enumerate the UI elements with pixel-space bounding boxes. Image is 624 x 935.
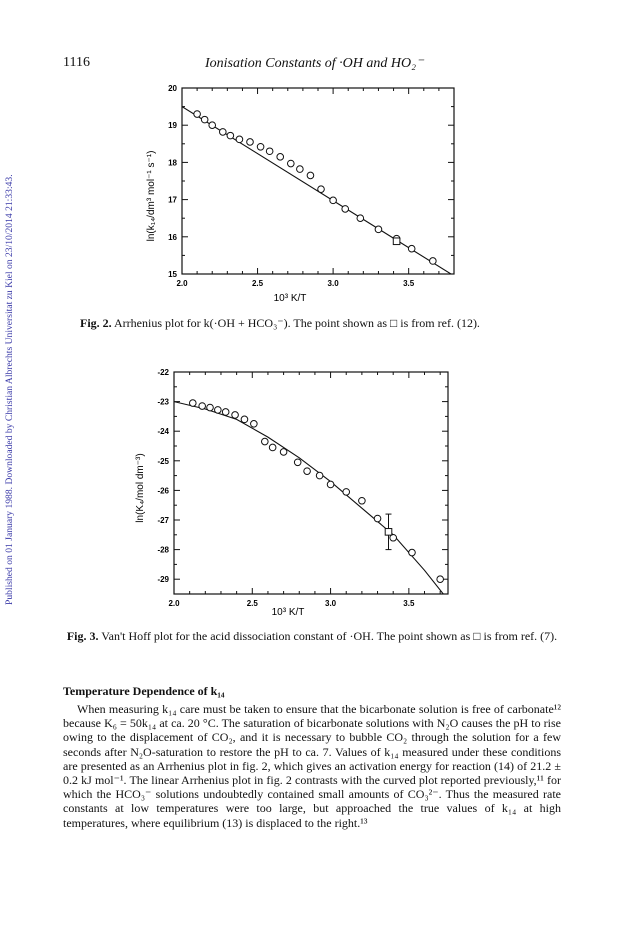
fig3-data-point <box>316 472 323 479</box>
fig2-data-point <box>342 206 349 213</box>
fig3-data-point <box>280 449 287 456</box>
fig2-y-tick-label: 17 <box>168 195 177 205</box>
page-number: 1116 <box>63 55 90 70</box>
fig2-data-point <box>266 148 273 155</box>
fig2-marks <box>182 107 454 276</box>
fig3-x-tick-label: 3.5 <box>403 599 415 608</box>
fig2-data-point <box>330 197 337 204</box>
fig2-data-point <box>201 116 208 123</box>
fig3-data-point <box>222 409 229 416</box>
section-heading: Temperature Dependence of k₁₄ <box>63 684 225 698</box>
fig2-data-point <box>408 245 415 252</box>
fig3-data-point <box>232 412 239 419</box>
download-watermark-text: Published on 01 January 1988. Downloaded by Christian Albrechts Universitat zu Kiel on 23/10/2014 21:33:43. <box>4 174 15 605</box>
fig3-data-point <box>215 407 222 414</box>
fig3-y-tick-label: -29 <box>157 575 169 585</box>
fig3-y-tick-label: -23 <box>157 397 169 407</box>
fig2-data-point <box>220 129 227 136</box>
fig2-y-tick-label: 20 <box>168 84 177 93</box>
fig3-caption <box>63 629 561 644</box>
fig3-data-point <box>251 421 258 428</box>
fig2-x-tick-label: 3.0 <box>327 279 339 288</box>
fig2-tick-labels <box>168 84 415 288</box>
fig3-fit-line <box>174 402 448 600</box>
fig2-data-point <box>277 154 284 161</box>
body-paragraph: When measuring k₁₄ care must be taken to ensure that the bicarbonate solution is free of carbonate¹² because K₆ = 50k₁₄ at ca. 20 °C. The saturation of bicarbonate solutions with N₂O causes the pH to rise owing to the displacement of CO₂, and it is necessary to bubble CO₂ through the solution for a few seconds after N₂O-saturation to restore the pH to ca. 7. Values of k₁₄ measured under these conditions are presented as an Arrhenius plot in fig. 2, which gives an activation energy for reaction (14) of 21.2 ± 0.2 kJ mol⁻¹. The linear Arrhenius plot in fig. 2 contrasts with the curved plot reported previously,¹¹ for which the HCO₃⁻ solutions undoubtedly contained small amounts of CO₃²⁻. Thus the measured rate constants at low temperatures were too large, but approached the true values of k₁₄ at high temperatures, where equilibrium (13) is displaced to the right.¹³ <box>63 702 561 830</box>
fig3-data-point <box>269 444 276 451</box>
fig3-reference-point <box>385 529 392 536</box>
fig3-y-axis-label: ln(K₄/mol dm⁻³) <box>135 453 146 523</box>
fig2-y-axis-label: ln(k₁₄/dm³ mol⁻¹ s⁻¹) <box>146 150 157 242</box>
fig3-x-tick-label: 2.5 <box>246 599 258 608</box>
fig3-caption-label: Fig. 3. <box>66 629 99 643</box>
fig2-data-point <box>236 136 243 143</box>
fig3-data-point <box>304 468 311 475</box>
fig2-data-point <box>318 186 325 193</box>
fig3-y-tick-label: -28 <box>157 545 169 555</box>
fig3-data-point <box>409 549 416 556</box>
fig2-data-point <box>247 139 254 146</box>
fig3-data-point <box>294 459 301 466</box>
fig2-data-point <box>357 215 364 222</box>
fig2-data-point <box>375 226 382 233</box>
running-head: Ionisation Constants of ·OH and HO₂⁻ <box>205 56 424 71</box>
fig2-caption-label: Fig. 2. <box>80 316 112 330</box>
fig3-data-point <box>241 416 248 423</box>
download-watermark <box>4 90 18 610</box>
fig2-data-point <box>227 132 234 139</box>
fig2-data-point <box>297 166 304 173</box>
fig2-data-point <box>257 143 264 150</box>
fig2-data-point <box>209 122 216 129</box>
fig3-y-tick-label: -24 <box>157 427 169 437</box>
fig2-x-tick-label: 2.0 <box>176 279 188 288</box>
fig2-caption-text: Arrhenius plot for k(·OH + HCO₃⁻). The point shown as □ is from ref. (12). <box>114 316 480 330</box>
fig3-data-point <box>374 515 381 522</box>
fig2-y-tick-label: 16 <box>168 232 177 242</box>
fig3-chart <box>128 366 458 618</box>
fig2-y-tick-label: 18 <box>168 158 177 168</box>
fig2-y-tick-label: 15 <box>168 270 177 279</box>
fig2-chart <box>130 78 460 308</box>
fig2-data-point <box>307 172 314 179</box>
fig2-x-tick-label: 2.5 <box>251 279 264 288</box>
fig3-data-point <box>343 489 350 496</box>
fig3-caption-text: Van't Hoff plot for the acid dissociation constant of ·OH. The point shown as □ is from ref. (7). <box>101 629 558 643</box>
fig3-marks <box>174 400 448 600</box>
fig3-data-point <box>437 576 444 583</box>
fig3-frame-rect <box>174 372 448 594</box>
fig3-y-tick-label: -25 <box>157 456 169 466</box>
fig2-y-tick-label: 19 <box>168 121 177 131</box>
fig3-x-tick-label: 3.0 <box>325 599 337 608</box>
fig3-data-point <box>189 400 196 407</box>
fig2-data-point <box>194 111 201 118</box>
fig2-data-point <box>288 160 295 167</box>
fig3-x-tick-label: 2.0 <box>168 599 180 608</box>
fig3-x-axis-label: 10³ K/T <box>271 607 305 618</box>
fig2-caption <box>80 316 550 331</box>
fig3-plot-frame <box>174 372 448 594</box>
fig2-reference-point <box>393 238 400 245</box>
fig3-y-tick-label: -27 <box>157 516 169 525</box>
fig3-data-point <box>199 403 206 410</box>
fig3-data-point <box>359 497 366 504</box>
fig3-data-point <box>262 438 269 445</box>
fig2-data-point <box>430 258 437 265</box>
fig2-x-tick-label: 3.5 <box>403 279 415 288</box>
fig3-data-point <box>207 404 214 411</box>
fig3-y-tick-label: -22 <box>157 368 169 377</box>
fig3-data-point <box>327 481 334 488</box>
fig3-y-tick-label: -26 <box>157 486 169 496</box>
fig2-x-axis-label: 10³ K/T <box>273 293 307 304</box>
